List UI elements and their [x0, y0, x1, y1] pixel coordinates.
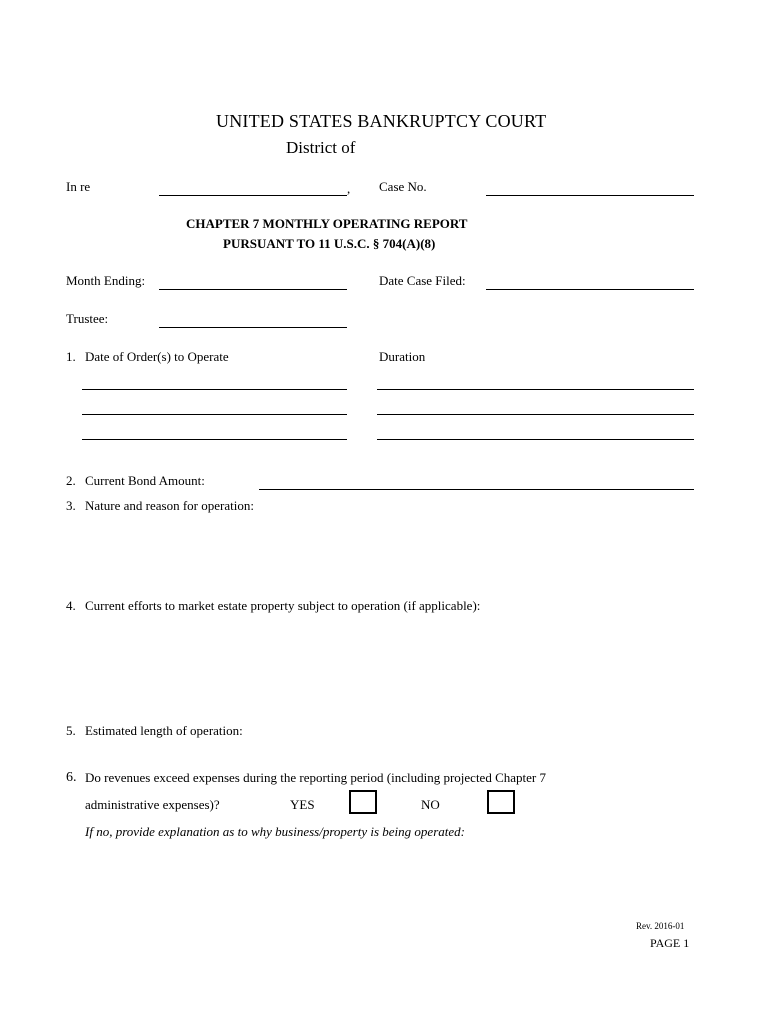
- month-ending-label: Month Ending:: [66, 273, 146, 288]
- duration-field-1[interactable]: [377, 389, 694, 390]
- district-label: District of: [286, 138, 356, 157]
- item3-label: Nature and reason for operation:: [85, 498, 254, 513]
- yes-label: YES: [290, 797, 315, 812]
- item6-explanation: If no, provide explanation as to why business/property is being operated:: [85, 824, 465, 839]
- date-case-filed-label: Date Case Filed:: [379, 273, 466, 288]
- report-title-line1: CHAPTER 7 MONTHLY OPERATING REPORT: [186, 216, 468, 231]
- trustee-label: Trustee:: [66, 311, 109, 326]
- item2-number: 2.: [66, 473, 76, 488]
- in-re-label: In re: [66, 179, 91, 194]
- case-no-field[interactable]: [486, 195, 694, 196]
- item6-label-line2: administrative expenses)?: [85, 797, 220, 812]
- order-date-field-3[interactable]: [82, 439, 347, 440]
- court-title: [216, 111, 546, 132]
- item1-label: Date of Order(s) to Operate: [85, 349, 229, 364]
- report-title-line2: PURSUANT TO 11 U.S.C. § 704(A)(8): [223, 236, 436, 251]
- item3-number: 3.: [66, 498, 76, 513]
- revision-label: Rev. 2016-01: [636, 921, 685, 931]
- no-checkbox[interactable]: [487, 790, 515, 814]
- item4-label: Current efforts to market estate property subject to operation (if applicable):: [85, 598, 481, 613]
- trustee-field[interactable]: [159, 327, 347, 328]
- yes-checkbox[interactable]: [349, 790, 377, 814]
- order-date-field-2[interactable]: [82, 414, 347, 415]
- in-re-field[interactable]: [159, 195, 347, 196]
- item6-label-line1: Do revenues exceed expenses during the reporting period (including projected Chapter 7: [85, 770, 546, 785]
- item5-number: 5.: [66, 723, 76, 738]
- item6-number: 6.: [66, 770, 77, 785]
- duration-label: Duration: [379, 349, 426, 364]
- duration-field-3[interactable]: [377, 439, 694, 440]
- item1-number: 1.: [66, 349, 76, 364]
- in-re-comma: ,: [347, 181, 351, 196]
- item4-number: 4.: [66, 598, 76, 613]
- item2-label: Current Bond Amount:: [85, 473, 205, 488]
- bond-amount-field[interactable]: [259, 489, 694, 490]
- case-no-label: Case No.: [379, 179, 427, 194]
- page-number: PAGE 1: [650, 936, 690, 950]
- order-date-field-1[interactable]: [82, 389, 347, 390]
- duration-field-2[interactable]: [377, 414, 694, 415]
- month-ending-field[interactable]: [159, 289, 347, 290]
- date-case-filed-field[interactable]: [486, 289, 694, 290]
- item5-label: Estimated length of operation:: [85, 723, 243, 738]
- court-title-text: UNITED STATES BANKRUPTCY COURT: [216, 111, 547, 131]
- no-label: NO: [421, 797, 440, 812]
